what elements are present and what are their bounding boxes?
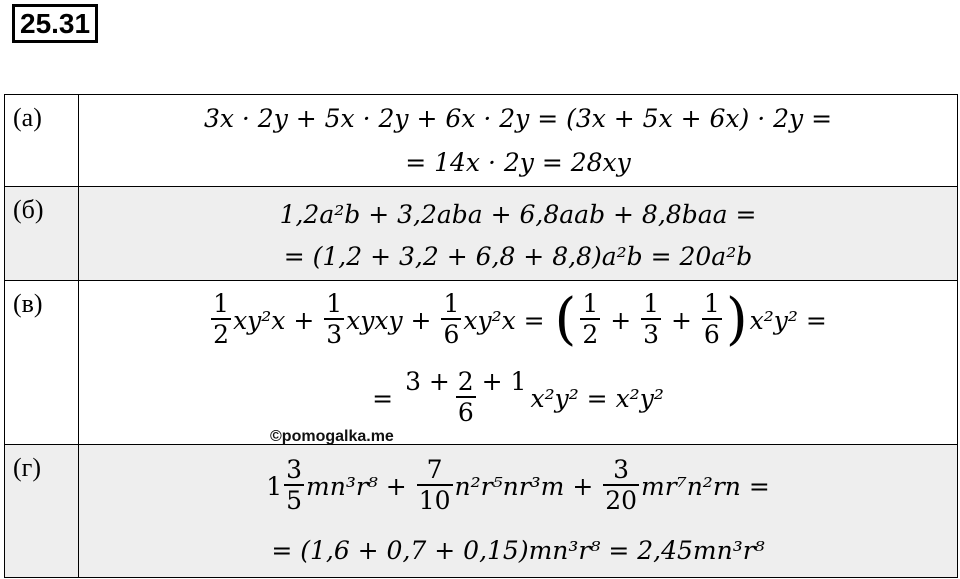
row-label: (б) (5, 187, 79, 280)
row-content (79, 281, 958, 444)
fraction: $\frac{3}{5}$ (286, 455, 303, 515)
fraction: $\frac{1}{3}$ (643, 289, 660, 349)
row-label: (а) (5, 95, 79, 186)
formula-line: = (1,2 + 3,2 + 6,8 + 8,8)a²b = 20a²b (283, 241, 753, 271)
row-content (79, 95, 958, 186)
row-label: (в) (5, 281, 79, 444)
table-row (5, 445, 958, 578)
whole-part: 1 (266, 471, 283, 501)
fraction: $\frac{1}{3}$ (326, 289, 343, 349)
formula-line: = (1,6 + 0,7 + 0,15)mn³r⁸ = 2,45mn³r⁸ (271, 535, 765, 565)
term: mr⁷n²rn = (641, 471, 770, 501)
fraction: $\frac{3 + 2 + 1}{6}$ (405, 367, 527, 427)
formula-line: = 14x · 2y = 28xy (405, 147, 631, 177)
term: xy²x + (233, 305, 323, 335)
fraction: $\frac{1}{2}$ (582, 289, 599, 349)
formula-line: 1,2a²b + 3,2aba + 6,8aab + 8,8baa = (279, 199, 757, 229)
row-label: (г) (5, 445, 79, 577)
formula-line (79, 283, 957, 357)
row-content (79, 187, 958, 280)
term: mn³r⁸ + (306, 471, 415, 501)
term: x²y² = x²y² (530, 383, 664, 413)
formula-line (79, 361, 957, 435)
fraction: $\frac{1}{6}$ (703, 289, 720, 349)
fraction: $\frac{1}{2}$ (213, 289, 230, 349)
watermark: ©pomogalka.me (270, 428, 394, 445)
term: xyxy + (346, 305, 440, 335)
formula-line: 3x · 2y + 5x · 2y + 6x · 2y = (3x + 5x + 6x) · 2y = (203, 103, 833, 133)
operator: + (663, 305, 700, 335)
term: n²r⁵nr³m + (454, 471, 602, 501)
term: x²y² = (749, 305, 827, 335)
table-row (5, 187, 958, 281)
operator: + (602, 305, 640, 335)
formula-line (79, 449, 957, 523)
fraction: $\frac{1}{6}$ (443, 289, 460, 349)
solution-table (4, 94, 958, 578)
table-row (5, 95, 958, 187)
fraction: $\frac{3}{20}$ (605, 455, 638, 515)
row-content (79, 445, 958, 577)
term: xy²x = (463, 305, 553, 335)
close-paren: ) (725, 287, 748, 352)
operator: = (372, 383, 402, 413)
table-row (5, 281, 958, 445)
open-paren: ( (554, 287, 577, 352)
fraction: $\frac{7}{10}$ (418, 455, 451, 515)
problem-number: 25.31 (12, 4, 98, 43)
